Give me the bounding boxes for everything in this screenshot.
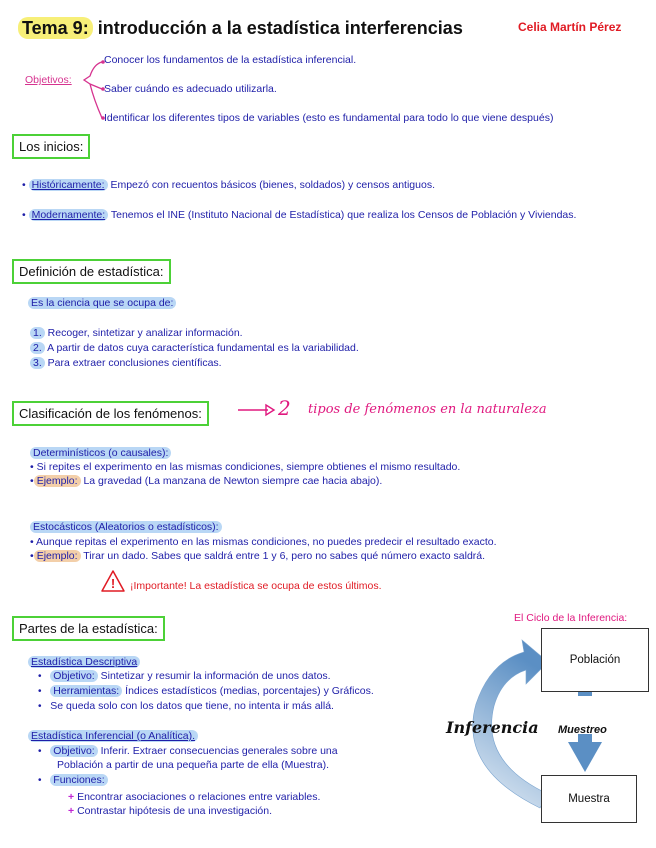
- inferencial-objetivo: • Objetivo: Inferir. Extraer consecuencias generales sobre una: [38, 745, 338, 757]
- warning-text: ¡Importante! La estadística se ocupa de estos últimos.: [130, 580, 382, 592]
- descriptiva-herramientas: • Herramientas: Índices estadísticos (medias, porcentajes) y Gráficos.: [38, 685, 374, 697]
- funcion-item: + Encontrar asociaciones o relaciones entre variables.: [68, 791, 321, 803]
- poblacion-box: Población: [541, 628, 649, 692]
- page-title: [18, 18, 463, 39]
- inicios-item: • Históricamente: Empezó con recuentos básicos (bienes, soldados) y censos antiguos.: [22, 179, 435, 191]
- funcion-item: + Contrastar hipótesis de una investigación.: [68, 805, 273, 817]
- inferencial-title: Estadística Inferencial (o Analítica).: [28, 729, 198, 743]
- muestra-box: Muestra: [541, 775, 637, 823]
- descriptiva-title: Estadística Descriptiva: [28, 655, 140, 669]
- inferencial-objetivo-cont: Población a partir de una pequeña parte de ella (Muestra).: [57, 759, 330, 771]
- title-prefix: Tema 9:: [18, 17, 93, 39]
- descriptiva-objetivo: • Objetivo: Sintetizar y resumir la información de unos datos.: [38, 670, 331, 682]
- definicion-intro: Es la ciencia que se ocupa de:: [28, 296, 176, 310]
- handwritten-note: tipos de fenómenos en la naturaleza: [308, 402, 547, 417]
- definicion-item: 1. Recoger, sintetizar y analizar información.: [30, 326, 243, 340]
- example-label: Ejemplo:: [34, 475, 81, 487]
- section-heading-clasificacion: Clasificación de los fenómenos:: [12, 401, 209, 426]
- estocasticos-title: Estocásticos (Aleatorios o estadísticos):: [30, 520, 222, 534]
- deterministicos-desc: • Si repites el experimento en las mismas condiciones, siempre obtienes el mismo resultado.: [30, 461, 461, 473]
- inicios-item: • Modernamente: Tenemos el INE (Instituto Nacional de Estadística) que realiza los Censos de Población y Viviendas.: [22, 209, 577, 221]
- section-heading-inicios: Los inicios:: [12, 134, 90, 159]
- handwritten-number: 2: [278, 396, 291, 420]
- objective-item: Saber cuándo es adecuado utilizarla.: [104, 83, 277, 95]
- warning-symbol: !: [110, 576, 116, 591]
- handwritten-arrow-icon: [236, 402, 278, 418]
- deterministicos-example: • Ejemplo: La gravedad (La manzana de Newton siempre cae hacia abajo).: [30, 475, 383, 487]
- descriptiva-note: • Se queda solo con los datos que tiene, no intenta ir más allá.: [38, 700, 334, 712]
- muestreo-label: Muestreo: [558, 724, 607, 736]
- term-modernamente: Modernamente:: [29, 209, 109, 221]
- estocasticos-example: • Ejemplo: Tirar un dado. Sabes que saldrá entre 1 y 6, pero no sabes qué número exacto saldrá.: [30, 550, 486, 562]
- deterministicos-title: Determinísticos (o causales):: [30, 446, 171, 460]
- objective-item: Identificar los diferentes tipos de variables (esto es fundamental para todo lo que viene después): [104, 112, 554, 124]
- objective-item: Conocer los fundamentos de la estadística inferencial.: [104, 54, 357, 66]
- section-heading-definicion: Definición de estadística:: [12, 259, 171, 284]
- diagram-title: El Ciclo de la Inferencia:: [514, 612, 628, 624]
- inferencial-funciones: • Funciones:: [38, 773, 108, 788]
- estocasticos-desc: • Aunque repitas el experimento en las mismas condiciones, no puedes predecir el resultado exacto.: [30, 536, 497, 548]
- definicion-item: 3. Para extraer conclusiones científicas.: [30, 356, 222, 370]
- author-name: Celia Martín Pérez: [518, 20, 622, 34]
- title-text: introducción a la estadística interferencias: [92, 18, 463, 38]
- term-historicamente: Históricamente:: [29, 179, 108, 191]
- objectives-label: Objetivos:: [25, 74, 72, 86]
- warning-icon: [100, 569, 126, 593]
- inferencia-label: Inferencia: [446, 718, 539, 737]
- muestreo-arrow-head: [568, 742, 602, 772]
- example-label: Ejemplo:: [34, 550, 81, 562]
- section-heading-partes: Partes de la estadística:: [12, 616, 165, 641]
- definicion-item: 2. A partir de datos cuya característica fundamental es la variabilidad.: [30, 341, 359, 355]
